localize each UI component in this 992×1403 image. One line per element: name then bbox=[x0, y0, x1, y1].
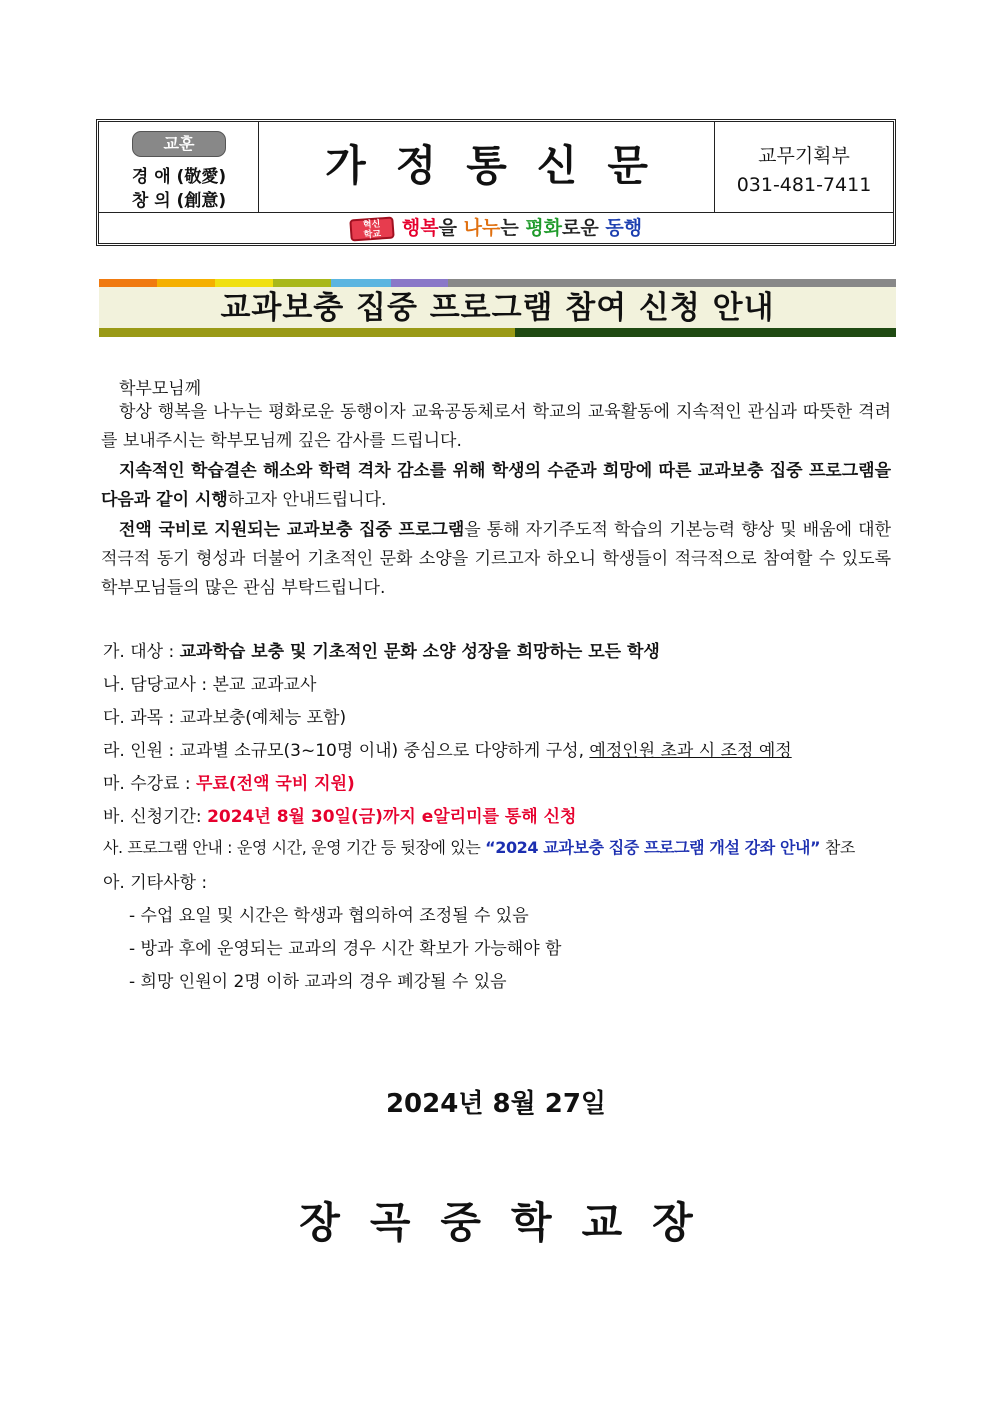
etc-note-1: - 수업 요일 및 시간은 학생과 협의하여 조정될 수 있음 bbox=[129, 906, 529, 926]
slogan-word-4: 는 bbox=[500, 217, 526, 239]
department-phone: 031-481-7411 bbox=[736, 174, 872, 196]
school-slogan bbox=[99, 212, 893, 243]
motto-line-2: 창 의 (創意) bbox=[131, 191, 227, 211]
innovation-school-logo-icon: 혁신 학교 bbox=[349, 216, 394, 241]
school-motto bbox=[99, 122, 259, 212]
paragraph-3-bold: 전액 국비로 지원되는 교과보충 집중 프로그램 bbox=[119, 520, 465, 540]
principal-signature: 장곡중학교장 bbox=[299, 1198, 723, 1247]
item-target: 가. 대상 : 교과학습 보충 및 기초적인 문화 소양 성장을 희망하는 모든 학생 bbox=[103, 642, 660, 662]
slogan-word-3: 나누 bbox=[463, 217, 501, 239]
banner-stripe bbox=[331, 279, 391, 287]
slogan-word-6: 로운 bbox=[562, 217, 606, 239]
slogan-word-1: 행복 bbox=[401, 217, 439, 239]
banner-bottom-bar bbox=[515, 328, 896, 337]
item-fee-value: 무료(전액 국비 지원) bbox=[196, 774, 355, 794]
paragraph-1: 항상 행복을 나누는 평화로운 동행이자 교육공동체로서 학교의 교육활동에 지속적인 관심과 따뜻한 격려를 보내주시는 학부모님께 깊은 감사를 드립니다. bbox=[101, 402, 891, 451]
notice-title: 교과보충 집중 프로그램 참여 신청 안내 bbox=[220, 290, 775, 326]
banner-stripe bbox=[273, 279, 331, 287]
slogan-word-5: 평화 bbox=[525, 217, 563, 239]
item-period: 바. 신청기간: 2024년 8월 30일(금)까지 e알리미를 통해 신청 bbox=[103, 807, 577, 827]
banner-stripe bbox=[448, 279, 896, 287]
banner-stripe bbox=[391, 279, 448, 287]
item-period-value: 2024년 8월 30일(금)까지 e알리미를 통해 신청 bbox=[207, 807, 577, 827]
slogan-word-2: 을 bbox=[438, 217, 464, 239]
paragraph-2-bold: 지속적인 학습결손 해소와 학력 격차 감소를 위해 학생의 수준과 희망에 따른 교과보충 집중 프로그램을 다음과 같이 시행 bbox=[101, 461, 891, 510]
greeting: 학부모님께 bbox=[119, 379, 202, 399]
department-info bbox=[715, 122, 893, 212]
item-capacity: 라. 인원 : 교과별 소규모(3~10명 이내) 중심으로 다양하게 구성, 예정인원 초과 시 조정 예정 bbox=[103, 741, 792, 761]
paragraph-3-rest: 을 통해 자기주도적 학습의 기본능력 향상 및 배움에 대한 적극적 동기 형성과 더불어 기초적인 문화 소양을 기르고자 하오니 학생들이 적극적으로 참여할 수 있도록 학부모님들의 많은 관심 부탁드립니다. bbox=[101, 520, 891, 598]
item-fee: 마. 수강료 : 무료(전액 국비 지원) bbox=[103, 774, 355, 794]
etc-note-3: - 희망 인원이 2명 이하 교과의 경우 폐강될 수 있음 bbox=[129, 972, 507, 992]
item-capacity-note: 예정인원 초과 시 조정 예정 bbox=[589, 741, 792, 761]
banner-stripe bbox=[215, 279, 273, 287]
banner-stripe bbox=[157, 279, 215, 287]
item-subject: 다. 과목 : 교과보충(예체능 포함) bbox=[103, 708, 347, 728]
newsletter-title: 가정통신문 bbox=[259, 122, 715, 212]
item-target-value: 교과학습 보충 및 기초적인 문화 소양 성장을 희망하는 모든 학생 bbox=[179, 642, 660, 662]
paragraph-2 bbox=[101, 457, 891, 515]
department-name: 교무기획부 bbox=[758, 145, 850, 167]
etc-note-2: - 방과 후에 운영되는 교과의 경우 시간 확보가 가능해야 함 bbox=[129, 939, 562, 959]
item-teacher: 나. 담당교사 : 본교 교과교사 bbox=[103, 675, 317, 695]
motto-badge: 교훈 bbox=[132, 131, 226, 157]
item-program-guide: 사. 프로그램 안내 : 운영 시간, 운영 기간 등 뒷장에 있는 “2024 교과보충 집중 프로그램 개설 강좌 안내” 참조 bbox=[103, 838, 855, 857]
motto-line-1: 경 애 (敬愛) bbox=[131, 167, 227, 187]
paragraph-3 bbox=[101, 516, 891, 603]
newsletter-header bbox=[96, 119, 896, 246]
item-etc: 아. 기타사항 : bbox=[103, 873, 208, 893]
item-program-guide-ref: “2024 교과보충 집중 프로그램 개설 강좌 안내” bbox=[485, 838, 821, 857]
paragraph-2-rest: 하고자 안내드립니다. bbox=[227, 490, 387, 510]
banner-bottom-bar bbox=[99, 328, 515, 337]
slogan-word-7: 동행 bbox=[605, 217, 643, 239]
banner-stripe bbox=[99, 279, 157, 287]
issue-date: 2024년 8월 27일 bbox=[385, 1089, 607, 1119]
